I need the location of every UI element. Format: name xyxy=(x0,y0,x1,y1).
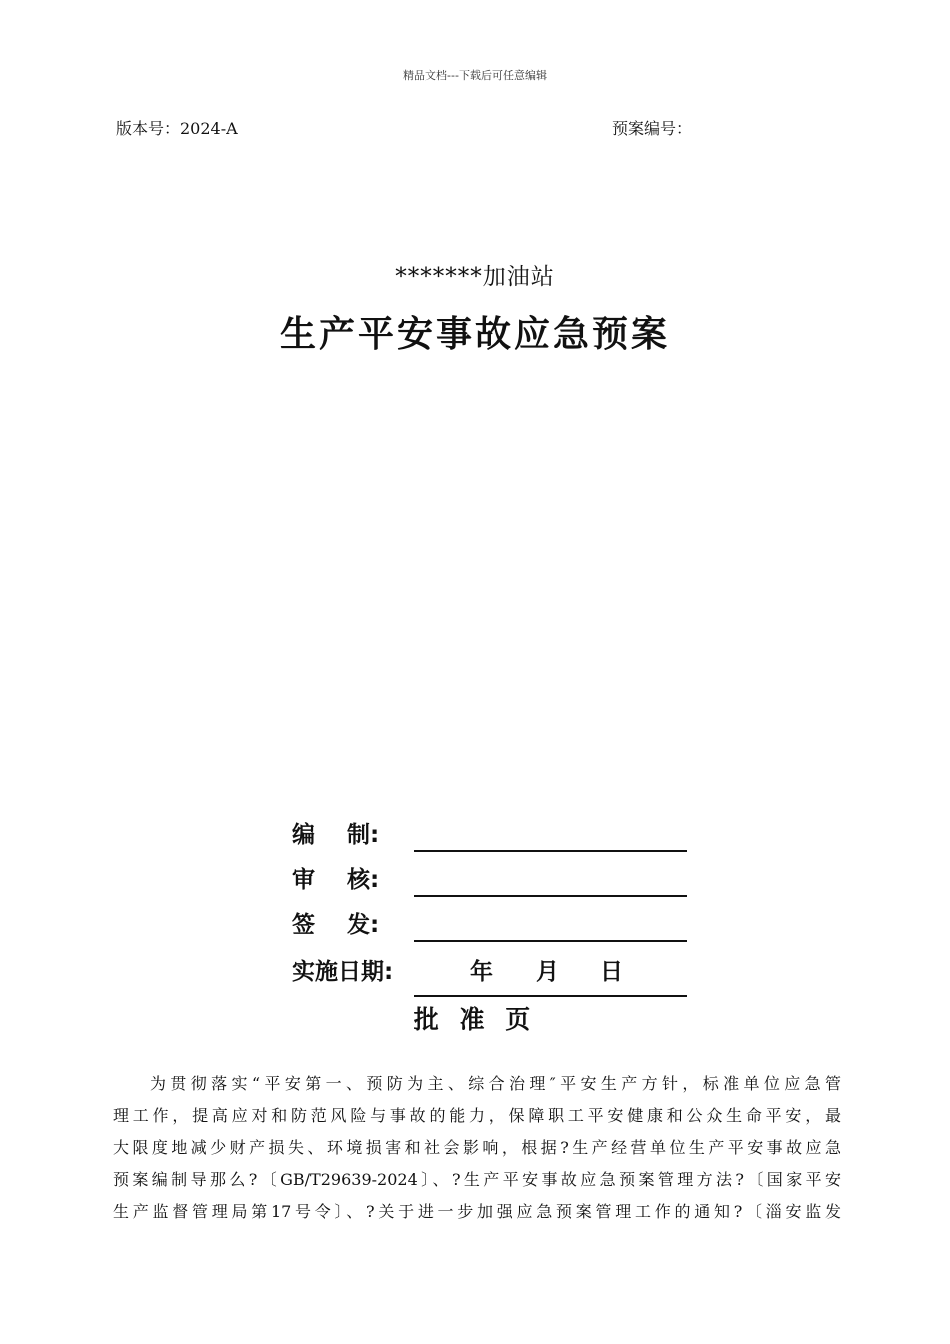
date-month: 月 xyxy=(536,959,559,985)
date-day: 日 xyxy=(600,959,623,985)
reviewed-by-label: 审 核: xyxy=(292,867,380,893)
prepared-by-row xyxy=(292,816,692,856)
header-note: 精品文档---下载后可任意编辑 xyxy=(403,69,547,82)
plan-number: 预案编号： xyxy=(612,119,693,138)
approval-page-title: 批 准 页 xyxy=(413,1005,537,1034)
reviewed-by-line xyxy=(414,895,687,897)
body-line: 预案编制导那么?〔GB/T29639-2024〕、?生产平安事故应急预案管理方法?〔国家平安 xyxy=(113,1170,841,1189)
station-name: *******加油站 xyxy=(395,264,555,290)
issued-by-row xyxy=(292,906,692,946)
approval-body xyxy=(113,1068,841,1228)
date-year: 年 xyxy=(470,959,493,985)
body-line: 大限度地减少财产损失、环境损害和社会影响，根据?生产经营单位生产平安事故应急 xyxy=(113,1138,841,1157)
reviewed-by-row xyxy=(292,861,692,901)
version-number: 版本号：2024-A xyxy=(116,119,238,138)
document-title: 生产平安事故应急预案 xyxy=(279,314,670,355)
effective-date-label: 实施日期: xyxy=(292,959,394,985)
effective-date-row xyxy=(292,953,692,993)
prepared-by-label: 编 制: xyxy=(292,822,380,848)
body-line: 生产监督管理局第17号令〕、?关于进一步加强应急预案管理工作的通知?〔淄安监发 xyxy=(113,1202,841,1221)
effective-date-line xyxy=(414,995,687,997)
issued-by-label: 签 发: xyxy=(292,912,380,938)
body-line: 理工作，提高应对和防范风险与事故的能力，保障职工平安健康和公众生命平安，最 xyxy=(113,1106,841,1125)
issued-by-line xyxy=(414,940,687,942)
prepared-by-line xyxy=(414,850,687,852)
body-line: 为贯彻落实“平安第一、预防为主、综合治理″平安生产方针，标准单位应急管 xyxy=(150,1074,841,1093)
